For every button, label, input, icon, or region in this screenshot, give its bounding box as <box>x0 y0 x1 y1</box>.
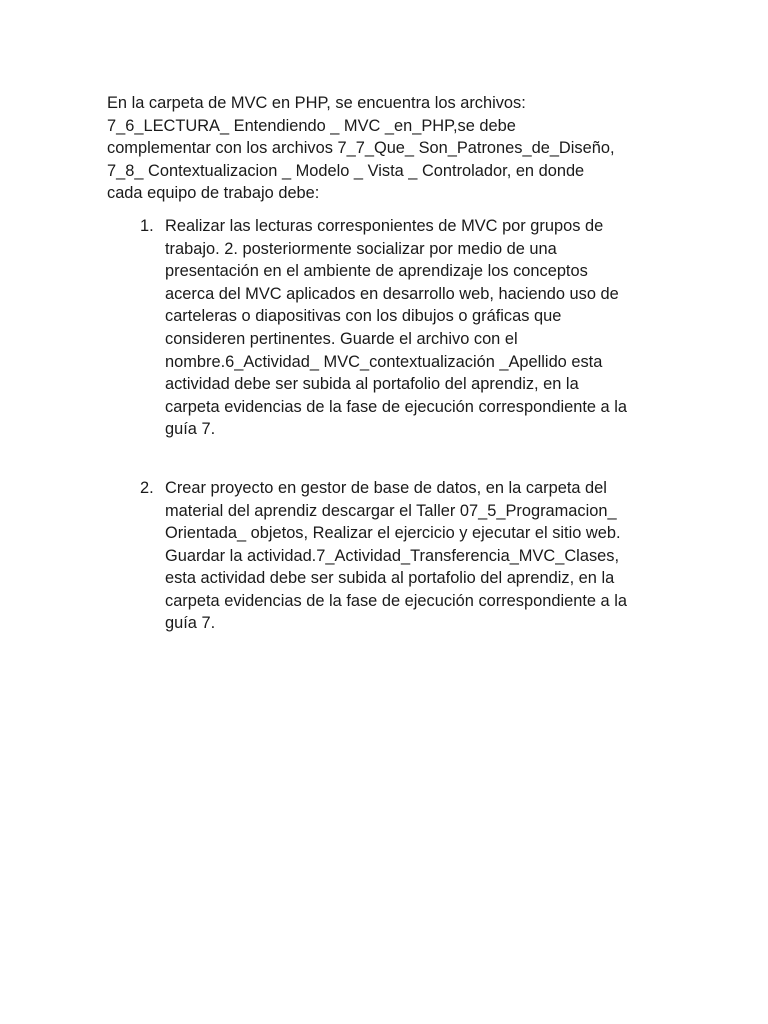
list-item-text <box>165 215 672 441</box>
list-item-line: trabajo. 2. posteriormente socializar por medio de una <box>165 239 557 258</box>
intro-line: 7_6_LECTURA_ Entendiendo _ MVC _en_PHP,se debe <box>107 116 516 135</box>
list-item-line: guía 7. <box>165 614 216 633</box>
list-item-line: acerca del MVC aplicados en desarrollo web, haciendo uso de <box>165 284 619 303</box>
list-item-line: carteleras o diapositivas con los dibujos o gráficas que <box>165 307 562 326</box>
list-item-line: Orientada_ objetos, Realizar el ejercicio y ejecutar el sitio web. <box>165 524 621 543</box>
list-item-line: presentación en el ambiente de aprendizaje los conceptos <box>165 262 588 281</box>
list-item-line: actividad debe ser subida al portafolio del aprendiz, en la <box>165 375 579 394</box>
activity-list <box>107 215 672 635</box>
list-item-line: esta actividad debe ser subida al portafolio del aprendiz, en la <box>165 569 615 588</box>
list-item-line: material del aprendiz descargar el Taller 07_5_Programacion_ <box>165 501 617 520</box>
list-item-line: carpeta evidencias de la fase de ejecución correspondiente a la <box>165 591 627 610</box>
list-item-line: Realizar las lecturas corresponientes de MVC por grupos de <box>165 216 604 235</box>
intro-line: cada equipo de trabajo debe: <box>107 184 320 203</box>
intro-paragraph <box>107 92 672 205</box>
list-item <box>107 477 672 635</box>
list-item-line: consideren pertinentes. Guarde el archivo con el <box>165 329 518 348</box>
intro-line: complementar con los archivos 7_7_Que_ Son_Patrones_de_Diseño, <box>107 139 615 158</box>
list-item-line: Guardar la actividad.7_Actividad_Transferencia_MVC_Clases, <box>165 546 619 565</box>
list-item-number: 2. <box>140 478 154 497</box>
list-item-line: Crear proyecto en gestor de base de datos, en la carpeta del <box>165 478 607 497</box>
list-item-line: nombre.6_Actividad_ MVC_contextualización _Apellido esta <box>165 352 603 371</box>
list-item <box>107 215 672 441</box>
intro-line: En la carpeta de MVC en PHP, se encuentra los archivos: <box>107 94 526 112</box>
list-item-line: carpeta evidencias de la fase de ejecución correspondiente a la <box>165 397 627 416</box>
list-item-number: 1. <box>140 216 154 235</box>
list-item-text <box>165 477 672 635</box>
list-item-line: guía 7. <box>165 420 216 439</box>
document-body <box>107 92 672 635</box>
intro-line: 7_8_ Contextualizacion _ Modelo _ Vista _ Controlador, en donde <box>107 161 585 180</box>
